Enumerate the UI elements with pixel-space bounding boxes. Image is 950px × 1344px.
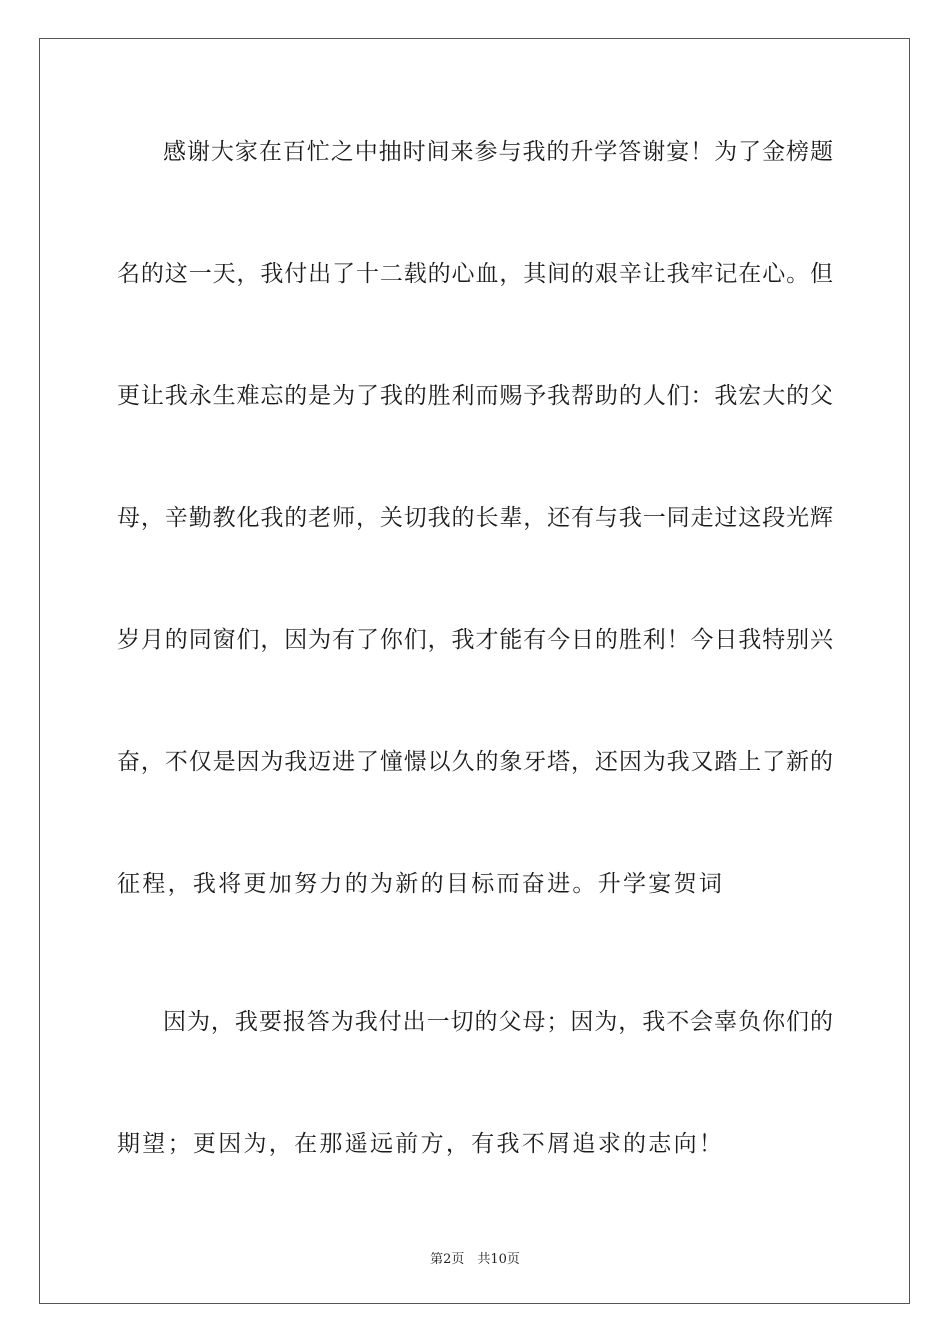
paragraph-line: 征程，我将更加努力的为新的目标而奋进。升学宴贺词 [117,871,725,897]
paragraph-line: 奋，不仅是因为我迈进了憧憬以久的象牙塔，还因为我又踏上了新的 [117,749,833,775]
paragraph-line: 感谢大家在百忙之中抽时间来参与我的升学答谢宴！为了金榜题 [163,139,833,165]
page-number-footer: 第2页 共10页 [430,1252,520,1267]
paragraph-line: 名的这一天，我付出了十二载的心血，其间的艰辛让我牢记在心。但 [117,261,833,287]
paragraph-line: 更让我永生难忘的是为了我的胜利而赐予我帮助的人们：我宏大的父 [117,383,833,409]
paragraph-line: 母，辛勤教化我的老师，关切我的长辈，还有与我一同走过这段光辉 [117,505,833,531]
paragraph-line: 期望；更因为，在那遥远前方，有我不屑追求的志向！ [117,1131,725,1157]
page-frame [39,38,910,1304]
paragraph-line: 岁月的同窗们，因为有了你们，我才能有今日的胜利！今日我特别兴 [117,627,833,653]
paragraph-line: 因为，我要报答为我付出一切的父母；因为，我不会辜负你们的 [163,1009,833,1035]
